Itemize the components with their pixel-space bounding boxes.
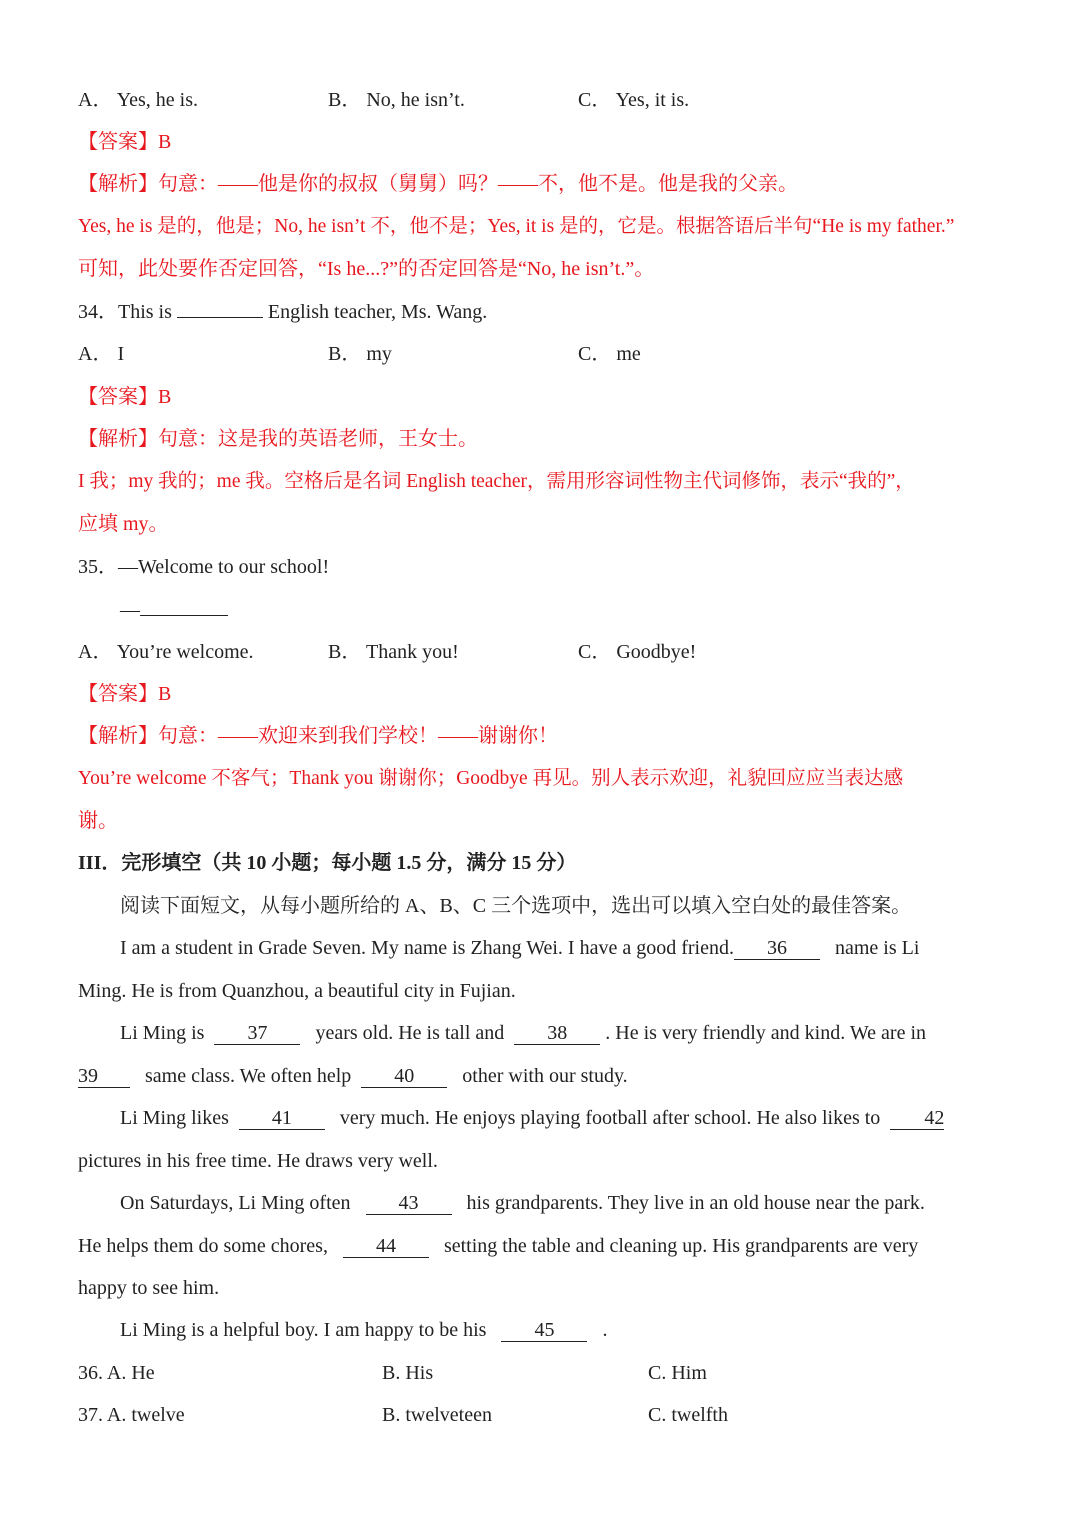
q34-analysis-line-2: I 我；my 我的；me 我。空格后是名词 English teacher，需用形容词性物主代词修饰，表示“我的”， (78, 471, 915, 492)
passage-text: Li Ming is (120, 1022, 205, 1044)
q35-stem: 35．—Welcome to our school! (78, 556, 330, 578)
q33-analysis-line-2: Yes, he is 是的，他是；No, he isn’t 不，他不是；Yes, it is 是的，它是。根据答语后半句“He is my father.” (78, 216, 955, 237)
passage-text: same class. We often help (145, 1065, 352, 1087)
blank-37: 37 (214, 1022, 300, 1045)
passage-text: his grandparents. They live in an old house near the park. (466, 1192, 925, 1214)
q35-option-b: B． Thank you! (328, 641, 459, 663)
q35-analysis-text-1: 句意：——欢迎来到我们学校！——谢谢你！ (158, 725, 558, 747)
passage-line-4 (78, 1063, 628, 1089)
q34-analysis-text-1: 句意：这是我的英语老师，王女士。 (158, 428, 478, 450)
q35-option-c: C． Goodbye! (578, 641, 697, 663)
passage-line-6: pictures in his free time. He draws very well. (78, 1150, 438, 1172)
passage-text: setting the table and cleaning up. His grandparents are very (443, 1235, 919, 1257)
passage-text: He helps them do some chores, (78, 1235, 328, 1257)
q33-analysis-line-3: 可知，此处要作否定回答，“Is he...?”的否定回答是“No, he isn’t.”。 (78, 258, 655, 280)
q36-option-a: 36. A. He (78, 1362, 155, 1384)
q34-analysis-head: 【解析】 (78, 428, 158, 450)
passage-text: Li Ming likes (120, 1107, 229, 1129)
q33-option-b: B． No, he isn’t. (328, 89, 465, 111)
q33-analysis-line-1 (78, 171, 798, 197)
blank-39: 39 (78, 1065, 130, 1088)
blank-44: 44 (343, 1235, 429, 1258)
passage-text: years old. He is tall and (315, 1022, 505, 1044)
q34-analysis-line-1 (78, 426, 478, 452)
passage-text: On Saturdays, Li Ming often (120, 1192, 351, 1214)
q34-blank (177, 317, 263, 318)
q35-reply (120, 597, 228, 623)
passage-line-7 (120, 1190, 925, 1216)
q34-answer: 【答案】B (78, 386, 172, 408)
q35-blank (140, 615, 228, 616)
q34-stem-pre: 34．This is (78, 301, 172, 323)
passage-text: Li Ming is a helpful boy. I am happy to be his (120, 1319, 487, 1341)
passage-line-2: Ming. He is from Quanzhou, a beautiful city in Fujian. (78, 980, 516, 1002)
section-3-title: III．完形填空（共 10 小题；每小题 1.5 分，满分 15 分） (78, 852, 577, 874)
blank-43: 43 (366, 1192, 452, 1215)
q35-analysis-line-1 (78, 723, 558, 749)
q35-analysis-head: 【解析】 (78, 725, 158, 747)
q33-answer: 【答案】B (78, 131, 172, 153)
passage-line-8 (78, 1233, 918, 1259)
blank-40: 40 (361, 1065, 447, 1088)
blank-38: 38 (514, 1022, 600, 1045)
passage-line-9: happy to see him. (78, 1277, 220, 1299)
passage-line-10 (120, 1317, 607, 1343)
q34-analysis-line-3: 应填 my。 (78, 513, 169, 535)
blank-45: 45 (501, 1319, 587, 1342)
q34-option-b: B． my (328, 343, 392, 365)
q37-option-a: 37. A. twelve (78, 1404, 185, 1426)
q37-option-b: B. twelveteen (382, 1404, 492, 1426)
blank-42: 42 (890, 1107, 944, 1130)
q36-option-c: C. Him (648, 1362, 707, 1384)
q35-analysis-line-3: 谢。 (78, 810, 118, 832)
passage-line-3 (120, 1020, 926, 1046)
section-3-instruction: 阅读下面短文，从每小题所给的 A、B、C 三个选项中，选出可以填入空白处的最佳答案。 (120, 895, 912, 917)
q33-analysis-head: 【解析】 (78, 173, 158, 195)
passage-text: I am a student in Grade Seven. My name is Zhang Wei. I have a good friend. (120, 937, 734, 959)
q34-option-c: C． me (578, 343, 641, 365)
q33-analysis-text-1: 句意：——他是你的叔叔（舅舅）吗？——不，他不是。他是我的父亲。 (158, 173, 798, 195)
q34-stem-post: English teacher, Ms. Wang. (267, 301, 488, 323)
blank-41: 41 (239, 1107, 325, 1130)
q35-answer: 【答案】B (78, 683, 172, 705)
q35-option-a: A． You’re welcome. (78, 641, 254, 663)
q33-option-a: A． Yes, he is. (78, 89, 199, 111)
q35-analysis-line-2: You’re welcome 不客气；Thank you 谢谢你；Goodbye 再见。别人表示欢迎，礼貌回应应当表达感 (78, 768, 904, 789)
passage-text: very much. He enjoys playing football after school. He also likes to (339, 1107, 881, 1129)
blank-36: 36 (734, 937, 820, 960)
q35-reply-dash: — (120, 599, 140, 621)
passage-text: other with our study. (462, 1065, 628, 1087)
q37-option-c: C. twelfth (648, 1404, 728, 1426)
passage-text: name is Li (834, 937, 920, 959)
passage-text: . (602, 1319, 608, 1341)
q33-option-c: C． Yes, it is. (578, 89, 690, 111)
q36-option-b: B. His (382, 1362, 434, 1384)
passage-text: . He is very friendly and kind. We are in (605, 1022, 926, 1044)
q34-stem (78, 299, 487, 325)
passage-line-5 (120, 1105, 944, 1131)
passage-line-1 (120, 935, 919, 961)
q34-option-a: A． I (78, 343, 125, 365)
